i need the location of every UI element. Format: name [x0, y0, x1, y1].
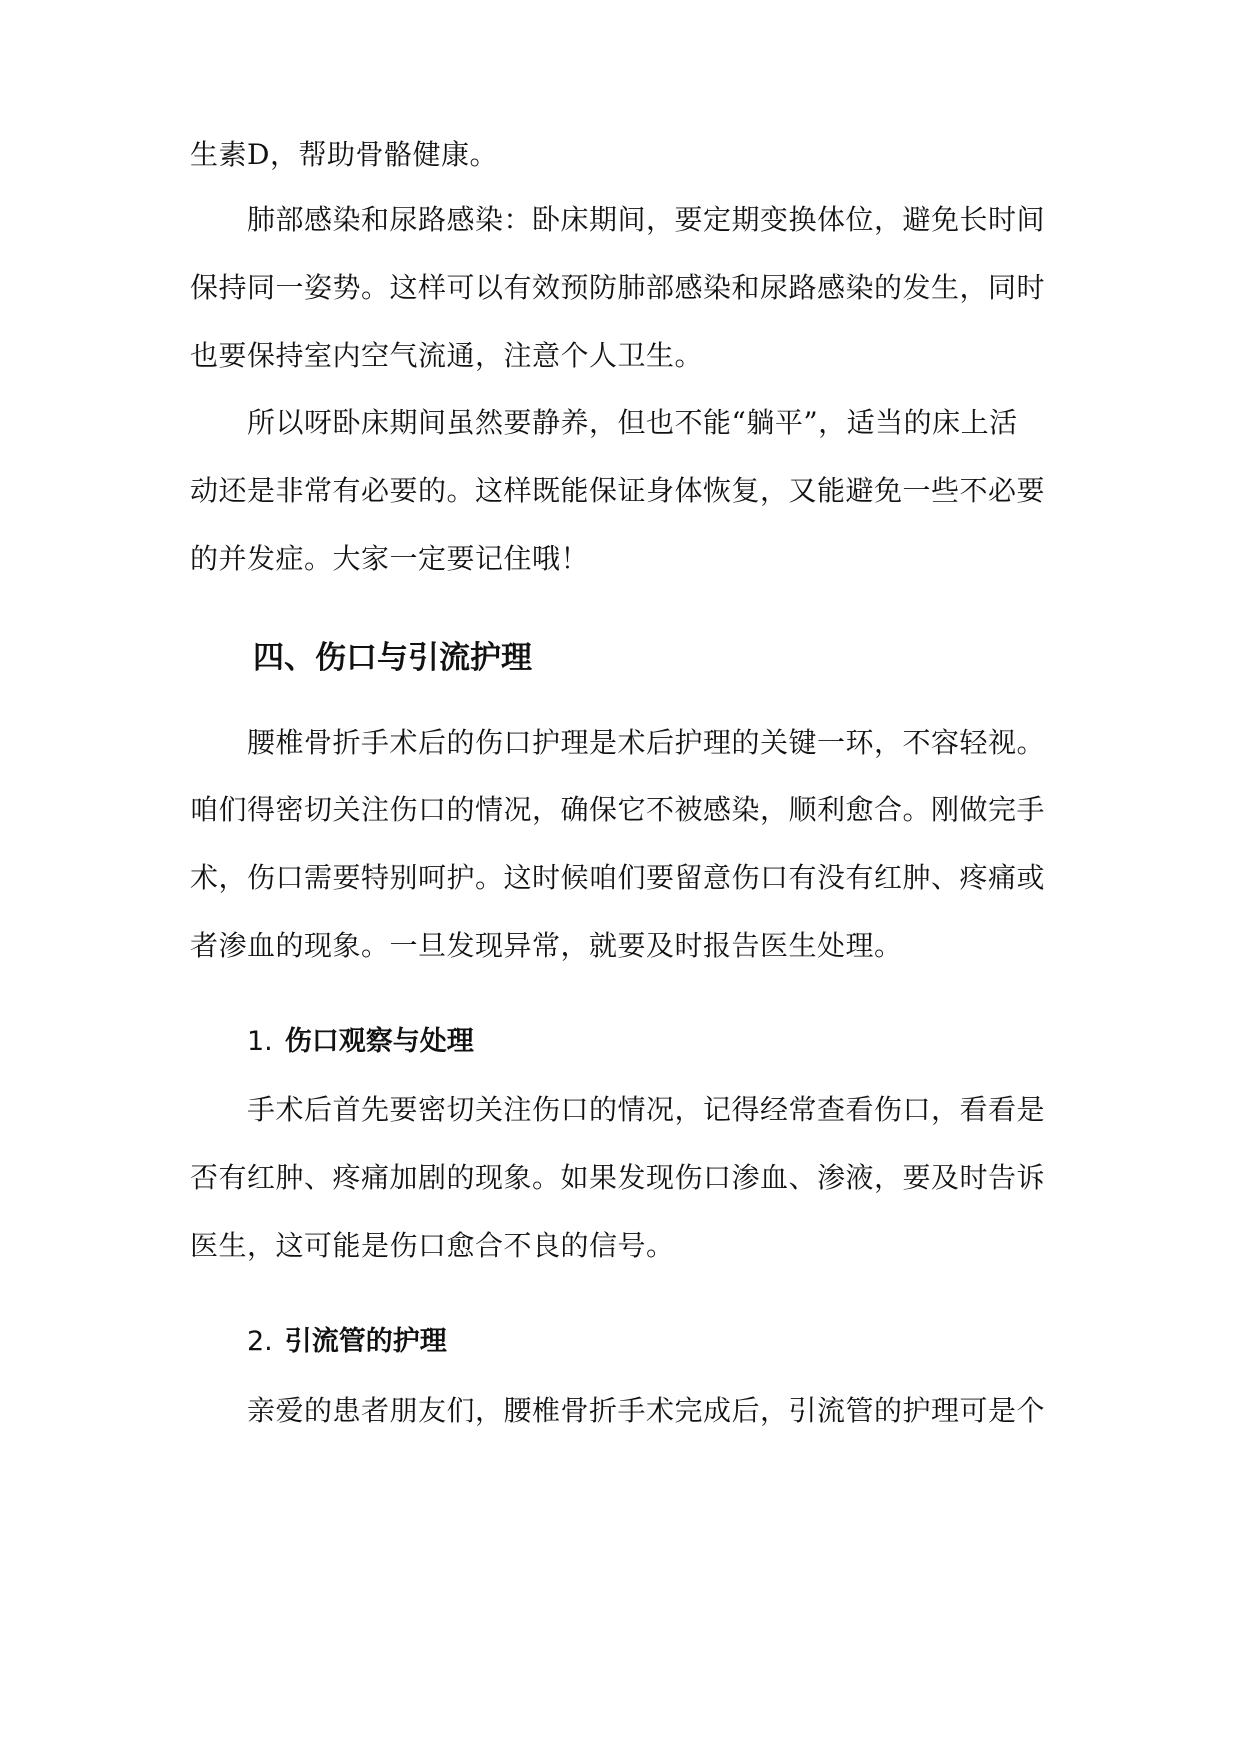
text-line: 者渗血的现象。一旦发现异常，就要及时报告医生处理。	[190, 929, 903, 962]
text-line: 咱们得密切关注伤口的情况，确保它不被感染，顺利愈合。刚做完手	[190, 793, 1046, 826]
text-line: 动还是非常有必要的。这样既能保证身体恢复，又能避免一些不必要	[190, 474, 1046, 507]
text-line: 手术后首先要密切关注伤口的情况，记得经常查看伤口，看看是	[247, 1093, 1046, 1126]
subsection-heading	[247, 1322, 447, 1362]
subsection-title: 引流管的护理	[284, 1326, 447, 1357]
subsection-heading	[247, 1022, 474, 1062]
subsection-number: 1.	[247, 1026, 273, 1057]
subsection-title: 伤口观察与处理	[284, 1026, 474, 1057]
text-line: 的并发症。大家一定要记住哦！	[190, 542, 590, 575]
text-line: 术，伤口需要特别呵护。这时候咱们要留意伤口有没有红肿、疼痛或	[190, 861, 1046, 894]
text-line: 否有红肿、疼痛加剧的现象。如果发现伤口渗血、渗液，要及时告诉	[190, 1161, 1046, 1194]
text-line: 保持同一姿势。这样可以有效预防肺部感染和尿路感染的发生，同时	[190, 271, 1046, 304]
text-line: 医生，这可能是伤口愈合不良的信号。	[190, 1229, 675, 1262]
section-heading: 四、伤口与引流护理	[253, 640, 532, 676]
text-line: 亲爱的患者朋友们，腰椎骨折手术完成后，引流管的护理可是个	[247, 1394, 1046, 1427]
text-line: 所以呀卧床期间虽然要静养，但也不能“躺平”，适当的床上活	[247, 406, 1018, 439]
text-line: 生素D，帮助骨骼健康。	[190, 138, 498, 171]
text-line: 腰椎骨折手术后的伤口护理是术后护理的关键一环，不容轻视。	[247, 726, 1046, 759]
subsection-number: 2.	[247, 1326, 273, 1357]
text-line: 肺部感染和尿路感染：卧床期间，要定期变换体位，避免长时间	[247, 203, 1046, 236]
text-line: 也要保持室内空气流通，注意个人卫生。	[190, 339, 704, 372]
